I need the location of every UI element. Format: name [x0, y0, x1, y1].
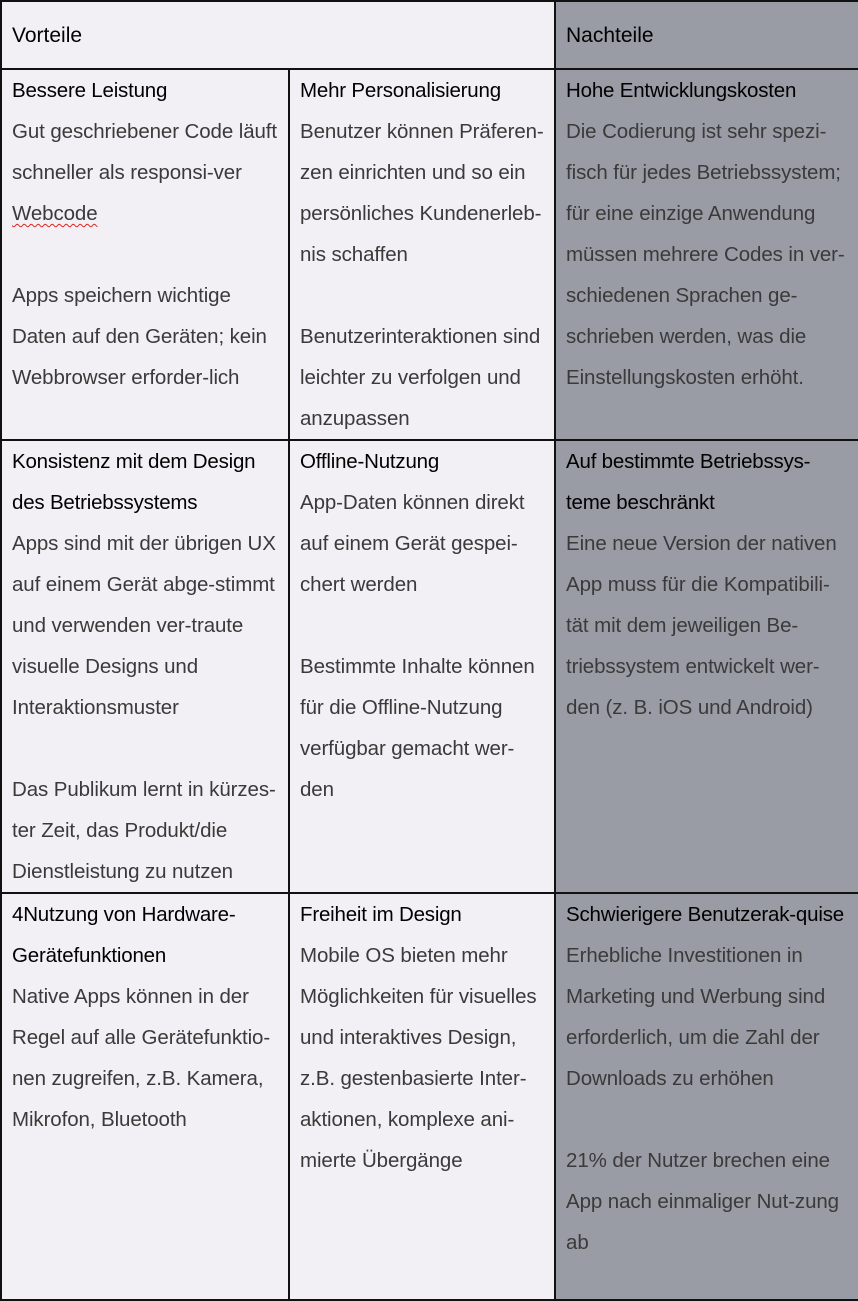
pro-text: Apps speichern wichtige Daten auf den Geräten; kein Webbrowser erforder-lich [12, 284, 267, 389]
pro-title: Offline-Nutzung [300, 450, 440, 473]
pro-text: Das Publikum lernt in kürzes-ter Zeit, das Produkt/die Dienstleistung zu nutzen [12, 778, 276, 883]
pro-text [12, 111, 278, 234]
pro-text: Mobile OS bieten mehr Möglichkeiten für visuelles und interaktives Design, z.B. gestenbasierte Inter-aktionen, komplexe ani-mierte Übergänge [300, 944, 537, 1172]
con-text: Eine neue Version der nativen App muss für die Kompatibili-tät mit dem jeweiligen Be-triebssystem entwickelt wer-den (z. B. iOS und Android) [566, 532, 837, 719]
spellcheck-flagged-word: Webcode [12, 202, 98, 225]
paragraph-gap [300, 275, 544, 316]
pro-cell [289, 69, 555, 440]
paragraph-gap [12, 728, 278, 769]
pro-text: Apps sind mit der übrigen UX auf einem Gerät abge-stimmt und verwenden ver-traute visuelle Designs und Interaktionsmuster [12, 532, 276, 719]
pro-text: App-Daten können direkt auf einem Gerät gespei-chert werden [300, 491, 525, 596]
pro-cell [1, 893, 289, 1300]
paragraph-gap [300, 605, 544, 646]
table-row [1, 893, 858, 1300]
con-title: Auf bestimmte Betriebssys-teme beschränkt [566, 450, 811, 514]
pro-text: Benutzer können Präferen-zen einrichten und so ein persönliches Kundenerleb-nis schaffen [300, 120, 544, 266]
pro-cell [1, 440, 289, 893]
con-title: Hohe Entwicklungskosten [566, 79, 797, 102]
paragraph-gap [12, 234, 278, 275]
pro-title: Bessere Leistung [12, 79, 168, 102]
pro-text: Native Apps können in der Regel auf alle Gerätefunktio-nen zugreifen, z.B. Kamera, Mikrofon, Bluetooth [12, 985, 271, 1131]
pro-text-part: Gut geschriebener Code läuft schneller als responsi-ver [12, 120, 278, 184]
pro-title: Freiheit im Design [300, 903, 462, 926]
con-title: Schwierigere Benutzerak-quise [566, 903, 844, 926]
table-row [1, 440, 858, 893]
pro-cell [1, 69, 289, 440]
pro-title: Konsistenz mit dem Design des Betriebssystems [12, 450, 256, 514]
table-row [1, 69, 858, 440]
con-text: Erhebliche Investitionen in Marketing und Werbung sind erforderlich, um die Zahl der Downloads zu erhöhen [566, 944, 826, 1090]
pro-title: 4Nutzung von Hardware-Gerätefunktionen [12, 903, 236, 967]
paragraph-gap [566, 1099, 848, 1140]
con-text: Die Codierung ist sehr spezi-fisch für jedes Betriebssystem; für eine einzige Anwendung müssen mehrere Codes in ver-schiedenen Sprachen ge-schrieben werden, was die Einstellungskosten erhöht. [566, 120, 845, 389]
con-text: 21% der Nutzer brechen eine App nach einmaliger Nut-zung ab [566, 1149, 839, 1254]
header-cons: Nachteile [555, 1, 858, 69]
con-cell [555, 440, 858, 893]
con-cell [555, 893, 858, 1300]
header-pros: Vorteile [1, 1, 555, 69]
pro-cell [289, 440, 555, 893]
con-cell [555, 69, 858, 440]
pro-title: Mehr Personalisierung [300, 79, 501, 102]
pro-text: Bestimmte Inhalte können für die Offline-Nutzung verfügbar gemacht wer-den [300, 655, 535, 801]
pro-cell [289, 893, 555, 1300]
header-row [1, 1, 858, 69]
pro-text: Benutzerinteraktionen sind leichter zu verfolgen und anzupassen [300, 325, 541, 430]
